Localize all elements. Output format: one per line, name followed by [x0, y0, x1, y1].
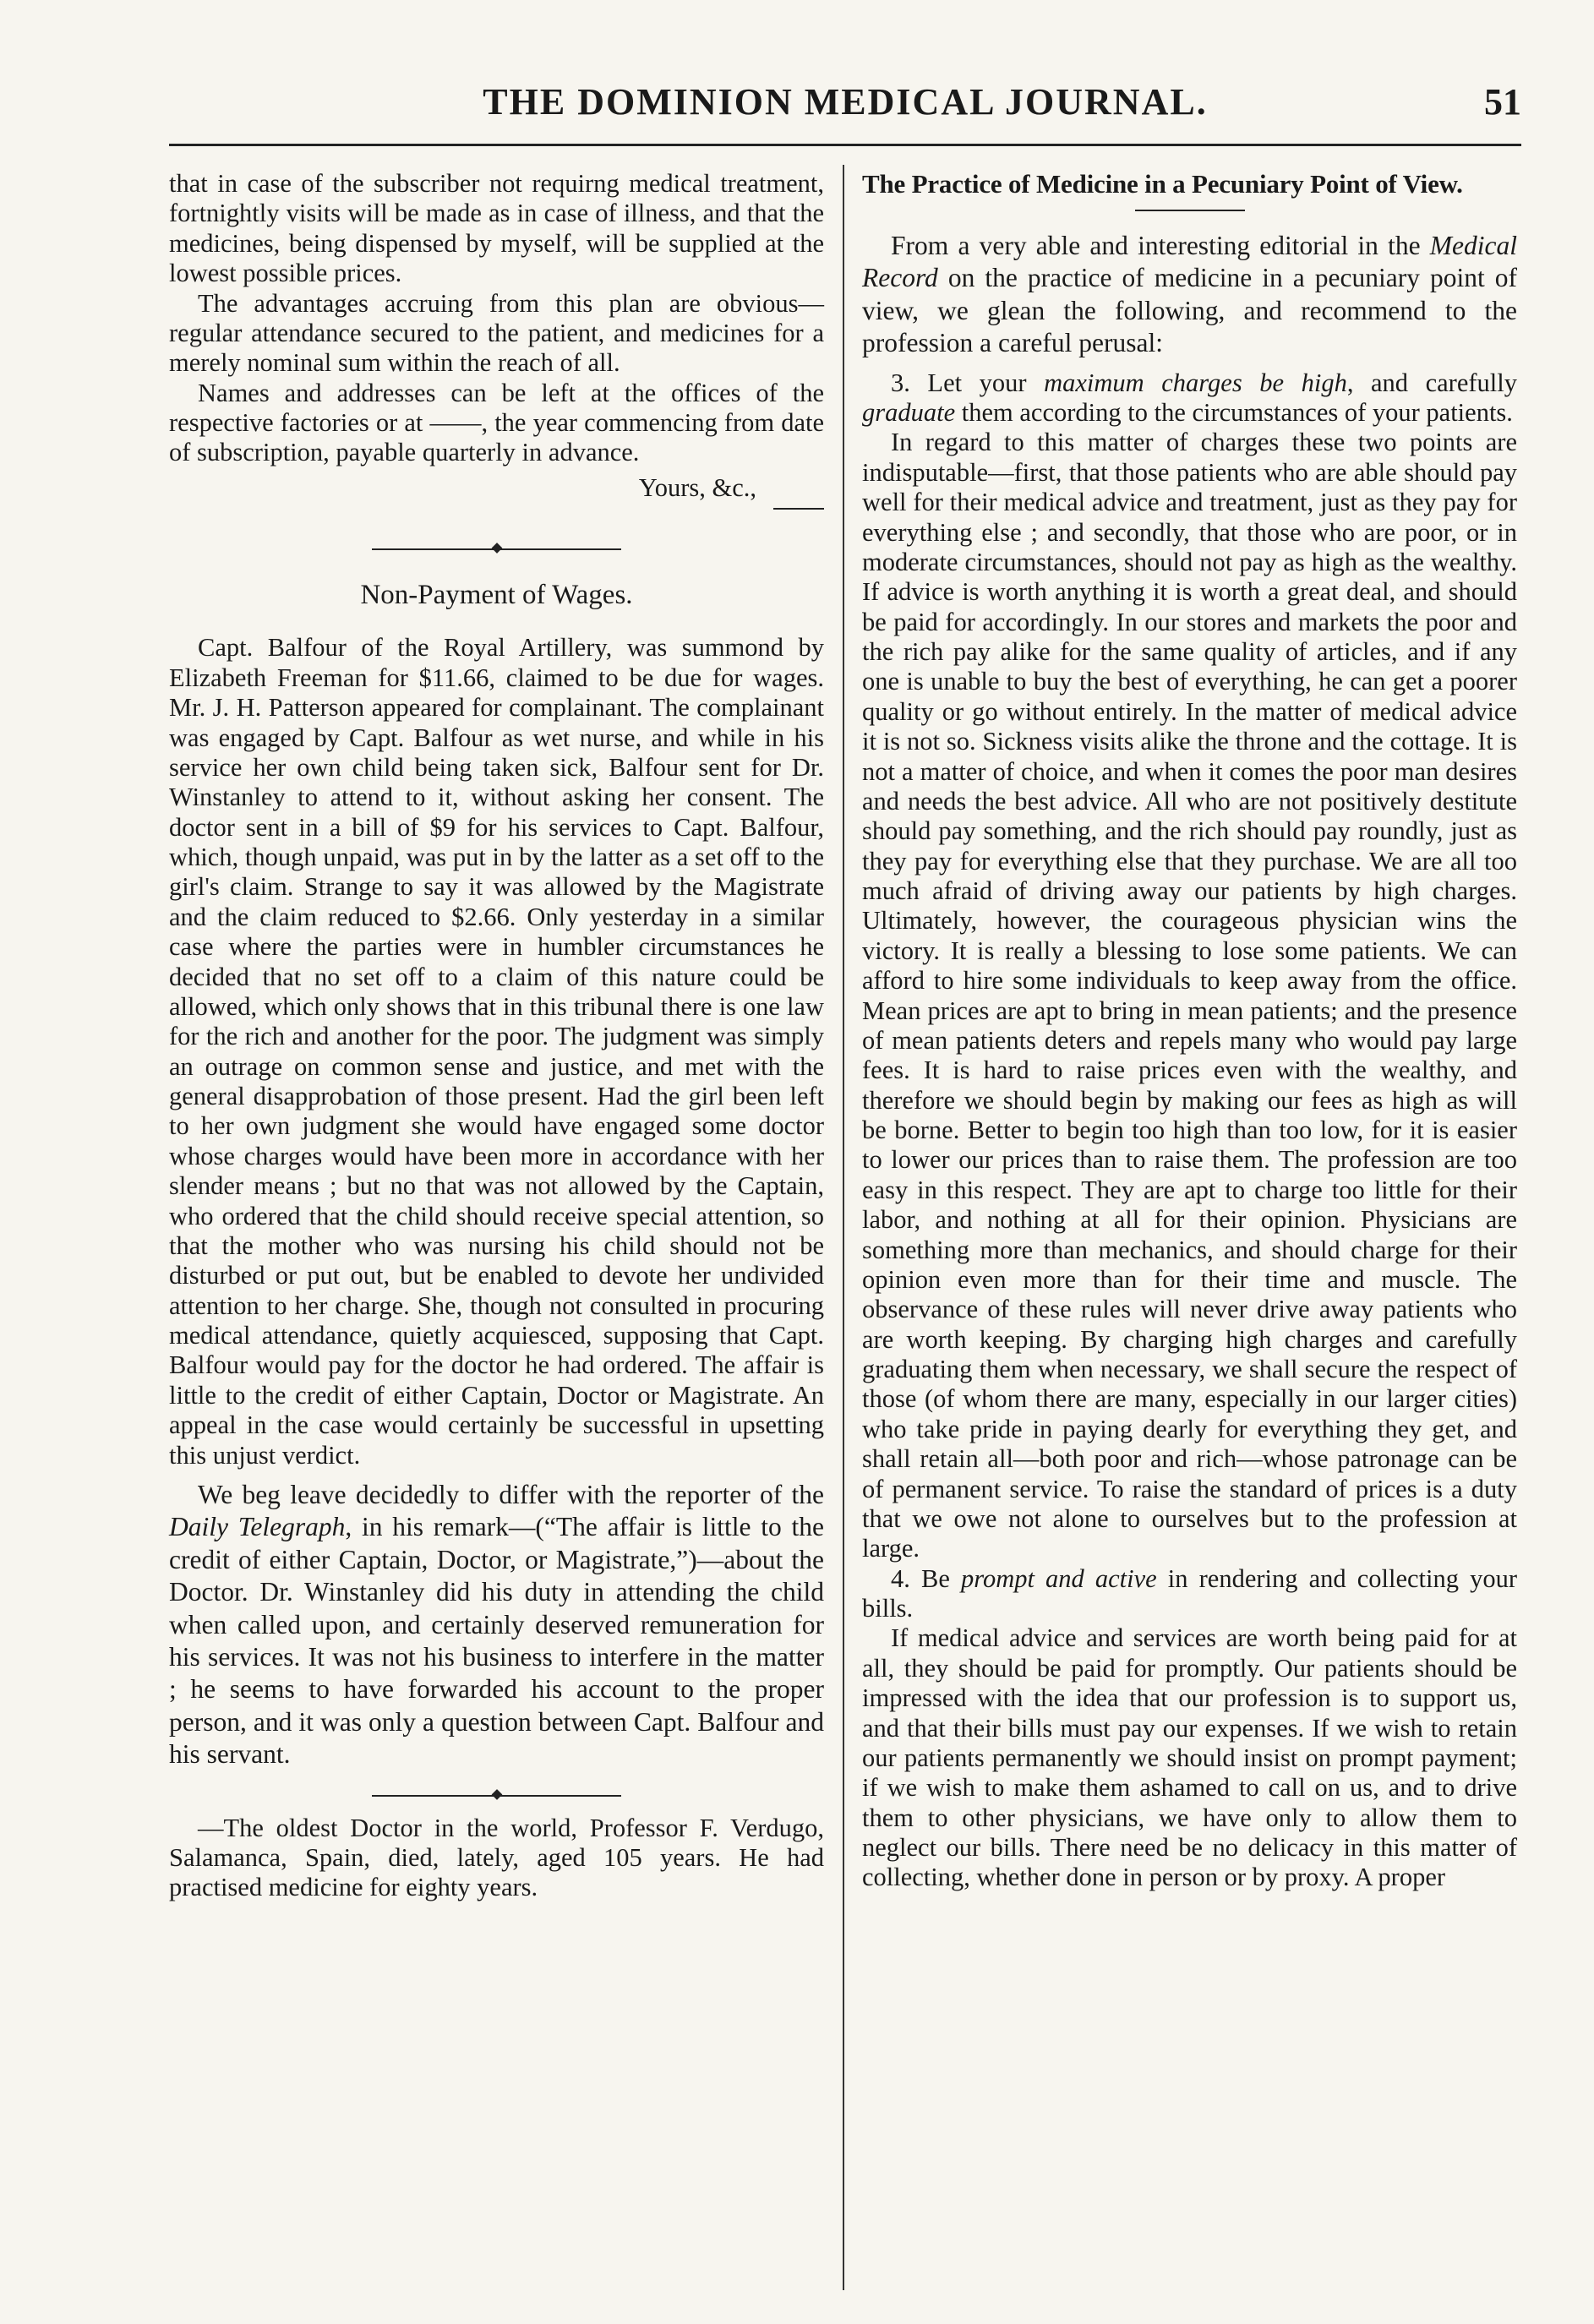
- text-run: We beg leave decidedly to differ with the reporter of the: [198, 1479, 824, 1509]
- news-item: —The oldest Doctor in the world, Professor F. Verdugo, Salamanca, Spain, died, lately, aged 105 years. He had practised medicine for eighty years.: [169, 1813, 824, 1902]
- section-separator: [169, 1790, 824, 1800]
- article-paragraph: In regard to this matter of charges these two points are indisputable—first, that those patients who are able should pay well for their medical advice and treatment, just as they pay for everything else ; and secondly, that those who are poor, or in moderate circumstances, should not pay as high as the wealthy. If advice is worth anything it is worth a great deal, and should be paid for accordingly. In our stores and markets the poor and the rich pay alike for the same quality of articles, and if any one is unable to buy the best of everything, he can get a poorer quality or go without entirely. In the matter of medical advice it is not so. Sickness visits alike the throne and the cottage. It is not a matter of choice, and when it comes the poor man desires and needs the best advice. All who are not positively destitute should pay something, and the rich should pay roundly, just as they pay for everything else that they purchase. We are all too much afraid of driving away our patients by high charges. Ultimately, however, the courageous physician wins the victory. It is really a blessing to lose some patients. We can afford to hire some individuals to keep away from the office. Mean prices are apt to bring in mean patients; and the presence of mean patients deters and repels many who would pay large fees. It is hard to raise prices even with the wealthy, and therefore we should begin by making our fees as high as will be borne. Better to begin too high than too low, for it is easier to lower our prices than to raise them. The profession are too easy in this respect. They are apt to charge too little for their labor, and nothing at all for their opinion. Physicians are something more than mechanics, and should charge for their opinion even more than for their time and muscle. The observance of these rules will never drive away patients who are worth keeping. By charging high charges and carefully graduating them when necessary, we shall secure the respect of those (of whom there are many, especially in our larger cities) who take pride in paying dearly for everything they get, and shall retain all—both poor and rich—whose patronage can be of permanent service. To raise the standard of prices is a duty that we owe not alone to ourselves but to the profession at large.: [862, 428, 1517, 1563]
- letter-paragraph: Names and addresses can be left at the offices of the respective factories or at ——, the year commencing from date of subscription, payable quarterly in advance.: [169, 378, 824, 467]
- text-run: , in his remark—(“The affair is little to the credit of either Captain, Doctor, or Magistrate,”)—about the Doctor. Dr. Winstanley did his duty in attending the child when called upon, and certainly deserved remuneration for his services. It was not his business to interfere in the matter ; he seems to have forwarded his account to the proper person, and it was only a question between Capt. Balfour and his servant.: [169, 1512, 824, 1770]
- newspaper-name: Daily Telegraph: [169, 1512, 346, 1542]
- header-rule: [169, 144, 1521, 146]
- article-paragraph: [169, 1479, 824, 1771]
- letter-paragraph: that in case of the subscriber not requirng medical treatment, fortnightly visits will be made as in case of illness, and that the medicines, being dispensed by myself, will be supplied at the lowest possible prices.: [169, 169, 824, 288]
- journal-title: THE DOMINION MEDICAL JOURNAL.: [483, 81, 1208, 123]
- letter-paragraph: The advantages accruing from this plan are obvious—regular attendance secured to the patient, and medicines for a merely nominal sum within the reach of all.: [169, 288, 824, 378]
- article-paragraph: If medical advice and services are worth being paid for at all, they should be paid for promptly. Our patients should be impressed with the idea that our profession is to support us, and that their bills must pay our expenses. If we wish to retain our patients permanently we should insist on prompt payment; if we wish to make them ashamed to call on us, and to drive them to other physicians, we have only to allow them to neglect our bills. There need be no delicacy in this matter of collecting, whether done in person or by proxy. A proper: [862, 1623, 1517, 1892]
- section-separator: [169, 543, 824, 554]
- text-run: , and carefully: [1346, 368, 1517, 397]
- right-column: [862, 169, 1517, 1893]
- signoff-dash: [773, 508, 824, 510]
- page-header: [169, 80, 1521, 131]
- text-run: 3. Let your: [891, 368, 1045, 397]
- numbered-point: [862, 1564, 1517, 1624]
- emphasis: graduate: [862, 398, 956, 428]
- numbered-point: [862, 368, 1517, 428]
- text-run: on the practice of medicine in a pecuniary point of view, we glean the following, and recommend to the profession a careful perusal:: [862, 263, 1517, 358]
- text-run: From a very able and interesting editorial in the: [891, 230, 1430, 260]
- text-run: in rendering and collecting your bills.: [862, 1563, 1517, 1623]
- page-number: 51: [1484, 81, 1521, 123]
- column-divider: [843, 165, 844, 2290]
- section-title: Non-Payment of Wages.: [360, 580, 633, 611]
- letter-signoff: Yours, &c.,: [638, 472, 756, 502]
- left-column: [169, 169, 824, 1903]
- emphasis: prompt and active: [960, 1563, 1157, 1593]
- emphasis: maximum charges be high: [1044, 368, 1347, 397]
- text-run: 4. Be: [891, 1563, 961, 1593]
- article-paragraph: Capt. Balfour of the Royal Artillery, was summond by Elizabeth Freeman for $11.66, claimed to be due for wages. Mr. J. H. Patterson appeared for complainant. The complainant was engaged by Capt. Balfour as wet nurse, and while in his service her own child being taken sick, Balfour sent for Dr. Winstanley to attend to it, without asking her consent. The doctor sent in a bill of $9 for his services to Capt. Balfour, which, though unpaid, was put in by the latter as a set off to the girl's claim. Strange to say it was allowed by the Magistrate and the claim reduced to $2.66. Only yesterday in a similar case where the parties were in humbler circumstances he decided that no set off to a claim of this nature could be allowed, which only shows that in this tribunal there is one law for the rich and another for the poor. The judgment was simply an outrage on common sense and justice, and met with the general disapprobation of those present. Had the girl been left to her own judgment she would have engaged some doctor whose charges would have been more in accordance with her slender means ; but no that was not allowed by the Captain, who ordered that the child should receive special attention, so that the mother who was nursing his child should not be disturbed or put out, but be enabled to devote her undivided attention to her charge. She, though not consulted in procuring medical attendance, quietly acquiesced, supposing that Capt. Balfour would pay for the doctor he had ordered. The affair is little to the credit of either Captain, Doctor or Magistrate. An appeal in the case would certainly be successful in upsetting this unjust verdict.: [169, 633, 824, 1470]
- intro-paragraph: [862, 230, 1517, 360]
- title-rule: [1135, 210, 1245, 211]
- journal-name: Medical Record: [862, 230, 1517, 293]
- section-title: The Practice of Medicine in a Pecuniary Point of View.: [862, 169, 1463, 199]
- text-run: them according to the circumstances of your patients.: [955, 398, 1513, 428]
